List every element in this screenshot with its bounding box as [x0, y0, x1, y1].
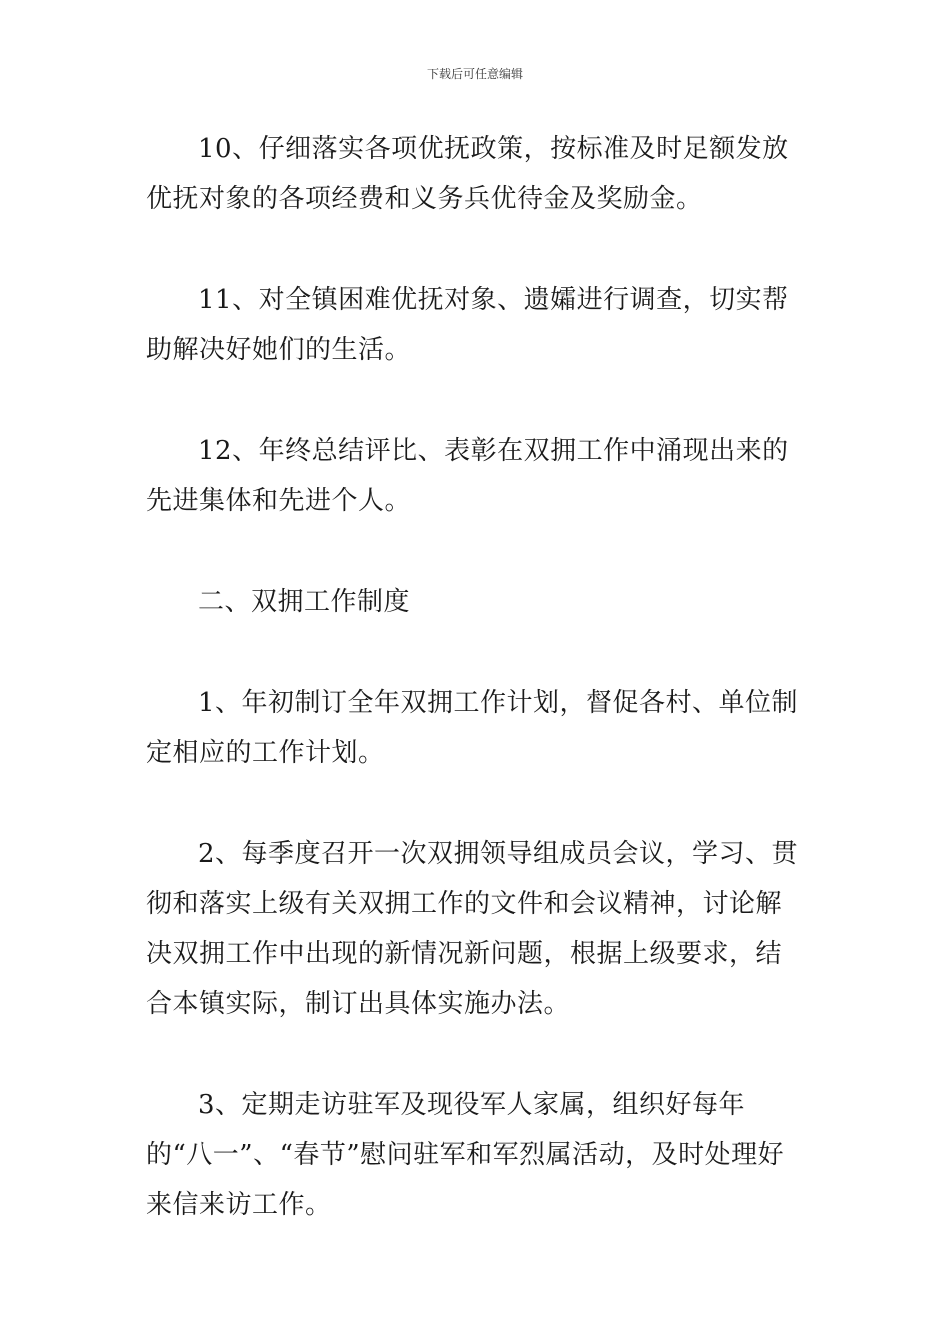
paragraph-item-3: 3、定期走访驻军及现役军人家属，组织好每年的“八一”、“春节”慰问驻军和军烈属活动，及时处理好来信来访工作。 [146, 1090, 785, 1220]
paragraph-item-11: 11、对全镇困难优抚对象、遗孀进行调查，切实帮助解决好她们的生活。 [146, 285, 789, 365]
page-header-note: 下载后可任意编辑 [426, 67, 523, 81]
paragraph-item-1: 1、年初制订全年双拥工作计划，督促各村、单位制定相应的工作计划。 [146, 688, 799, 768]
paragraph-item-2: 2、每季度召开一次双拥领导组成员会议，学习、贯彻和落实上级有关双拥工作的文件和会议精神，讨论解决双拥工作中出现的新情况新问题，根据上级要求，结合本镇实际，制订出具体实施办法。 [146, 839, 799, 1019]
section-heading: 二、双拥工作制度 [198, 587, 411, 617]
paragraph-item-10: 10、仔细落实各项优抚政策，按标准及时足额发放优抚对象的各项经费和义务兵优待金及奖励金。 [146, 134, 789, 214]
document-body [146, 124, 808, 1281]
paragraph-item-12: 12、年终总结评比、表彰在双拥工作中涌现出来的先进集体和先进个人。 [146, 436, 789, 516]
